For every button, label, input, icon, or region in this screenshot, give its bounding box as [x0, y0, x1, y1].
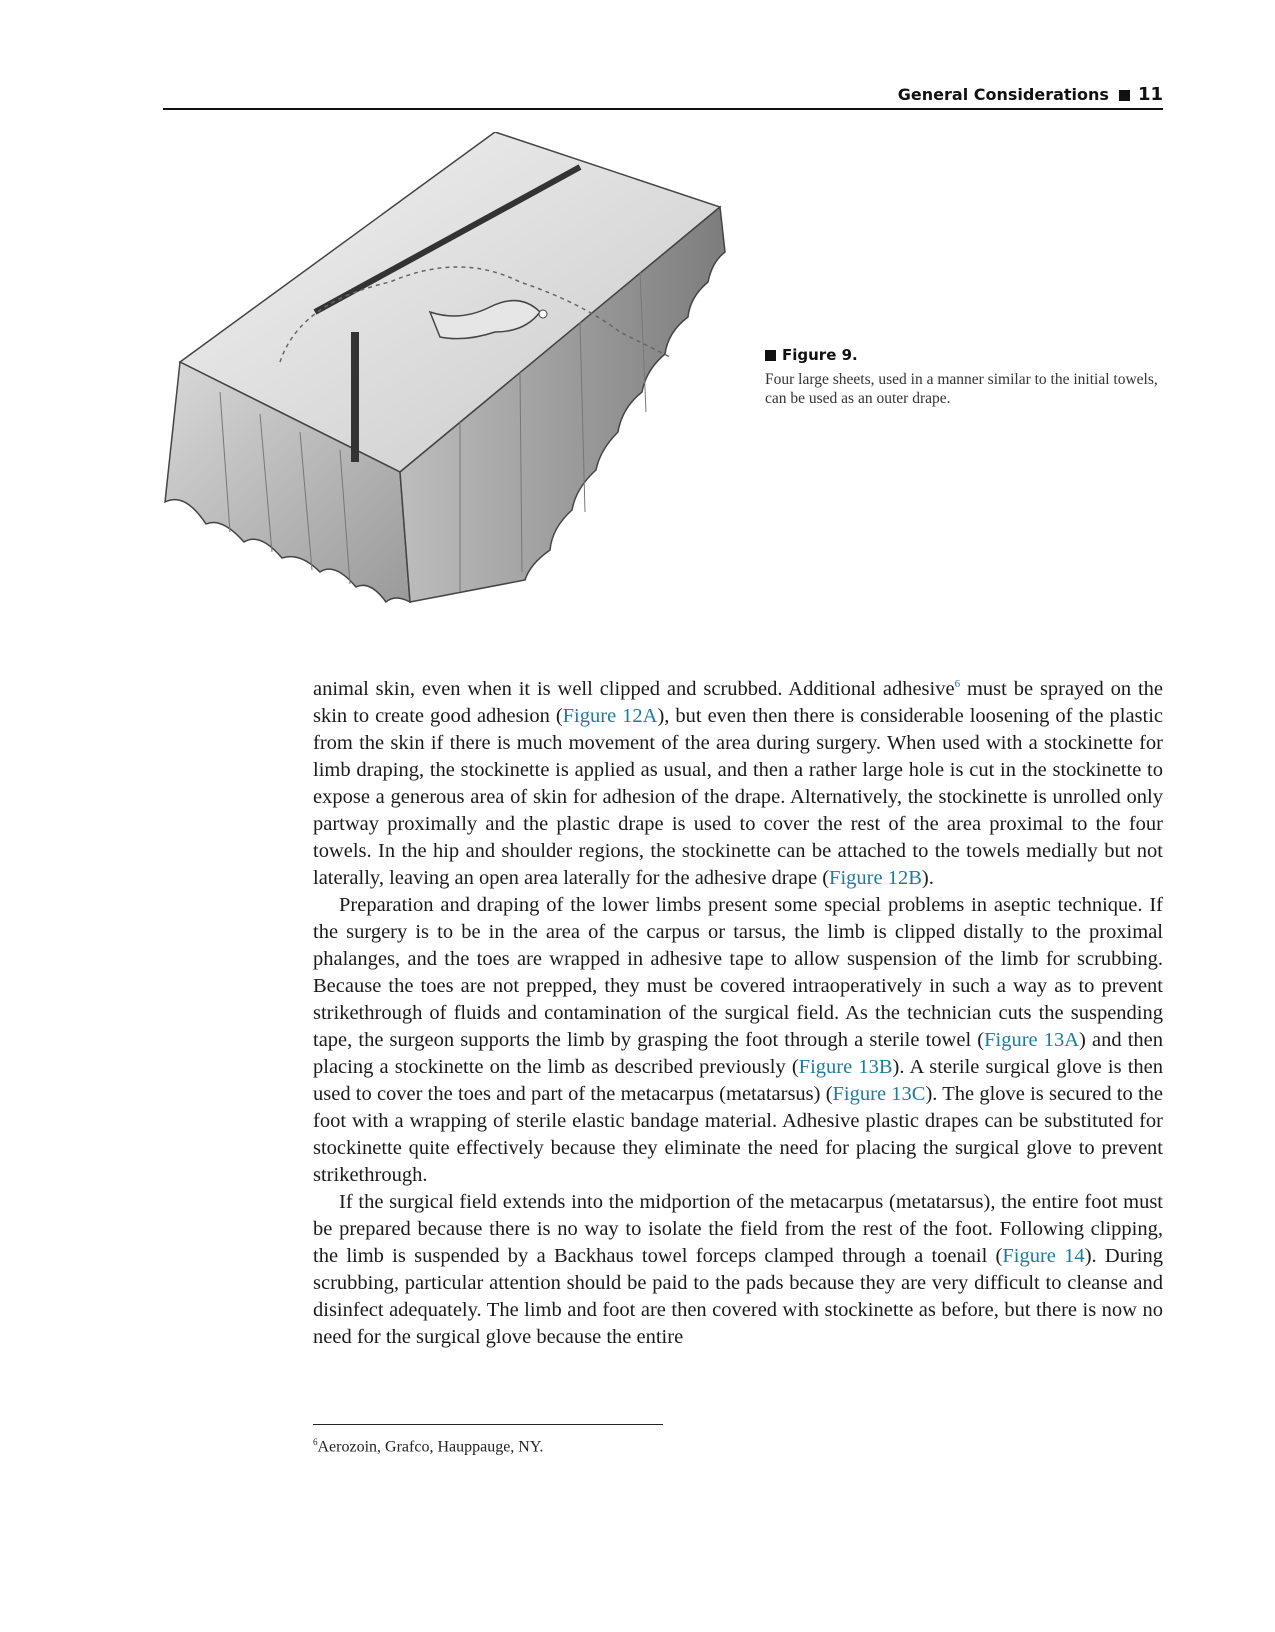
text-run: ). During scrubbing, particular attention should be paid to the pads because they are very difficult to cleanse and disinfect adequately. The limb and foot are then covered with stockinette as before, but there is now no need for the surgical glove because the entire: [313, 1245, 1163, 1348]
square-bullet-icon: [1119, 90, 1130, 101]
paragraph-2: [313, 892, 1163, 1189]
paragraph-1: [313, 676, 1163, 892]
footnote-rule: [313, 1424, 663, 1425]
section-title: General Considerations: [897, 85, 1109, 104]
page-number: 11: [1137, 84, 1163, 105]
text-run: ).: [921, 867, 934, 889]
figure-link[interactable]: Figure 13B: [798, 1056, 893, 1078]
text-run: ) and then placing a stockinette on the limb as described previously (: [313, 1029, 1164, 1078]
figure-link[interactable]: Figure 13C: [832, 1083, 926, 1105]
figure-caption: [765, 346, 1165, 408]
text-run: ). The glove is secured to the foot with a wrapping of sterile elastic bandage material. Adhesive plastic drapes can be substituted for stockinette quite effectively because they eliminate the need for placing the surgical glove to prevent strikethrough.: [313, 1083, 1163, 1186]
paragraph-3: [313, 1189, 1163, 1351]
text-run: must be sprayed on the skin to create good adhesion (: [313, 678, 1163, 727]
text-run: If the surgical field extends into the midportion of the metacarpus (metatarsus), the entire foot must be prepared because there is no way to isolate the field from the rest of the foot. Following clipping, the limb is suspended by a Backhaus towel forceps clamped through a toenail (: [313, 1191, 1163, 1267]
figure-label: [765, 346, 1165, 364]
running-head: [163, 82, 1163, 110]
text-run: ), but even then there is considerable loosening of the plastic from the skin if there is much movement of the area during surgery. When used with a stockinette for limb draping, the stockinette is applied as usual, and then a rather large hole is cut in the stockinette to expose a generous area of skin for adhesion of the drape. Alternatively, the stockinette is unrolled only partway proximally and the plastic drape is used to cover the rest of the area proximal to the four towels. In the hip and shoulder regions, the stockinette can be attached to the towels medially but not laterally, leaving an open area laterally for the adhesive drape (: [313, 705, 1164, 889]
footnote-reference[interactable]: 6: [954, 678, 961, 691]
figure-label-text: Figure 9.: [782, 346, 858, 364]
square-bullet-icon: [765, 350, 776, 361]
figure-link[interactable]: Figure 12A: [562, 705, 658, 727]
figure-link[interactable]: Figure 14: [1002, 1245, 1085, 1267]
figure-link[interactable]: Figure 13A: [984, 1029, 1080, 1051]
footnote-text: Aerozoin, Grafco, Hauppauge, NY.: [317, 1438, 544, 1456]
footnote-marker: 6: [313, 1437, 318, 1447]
figure-caption-text: Four large sheets, used in a manner similar to the initial towels, can be used as an outer drape.: [765, 371, 1158, 407]
figure-link[interactable]: Figure 12B: [829, 867, 922, 889]
text-run: Preparation and draping of the lower limbs present some special problems in aseptic technique. If the surgery is to be in the area of the carpus or tarsus, the limb is clipped distally to the proximal phalanges, and the toes are wrapped in adhesive tape to allow suspension of the limb for scrubbing. Because the toes are not prepped, they must be covered intraoperatively in such a way as to prevent strikethrough of fluids and contamination of the surgical field. As the technician cuts the suspending tape, the surgeon supports the limb by grasping the foot through a sterile towel (: [313, 894, 1163, 1051]
text-run: ). A sterile surgical glove is then used to cover the toes and part of the metacarpus (metatarsus) (: [313, 1056, 1163, 1105]
text-run: animal skin, even when it is well clipped and scrubbed. Additional adhesive: [313, 678, 955, 700]
draped-surgical-table-illustration: [160, 132, 745, 622]
running-head-text: [898, 84, 1163, 105]
footnote: [313, 1437, 543, 1456]
body-text: [313, 676, 1163, 1351]
